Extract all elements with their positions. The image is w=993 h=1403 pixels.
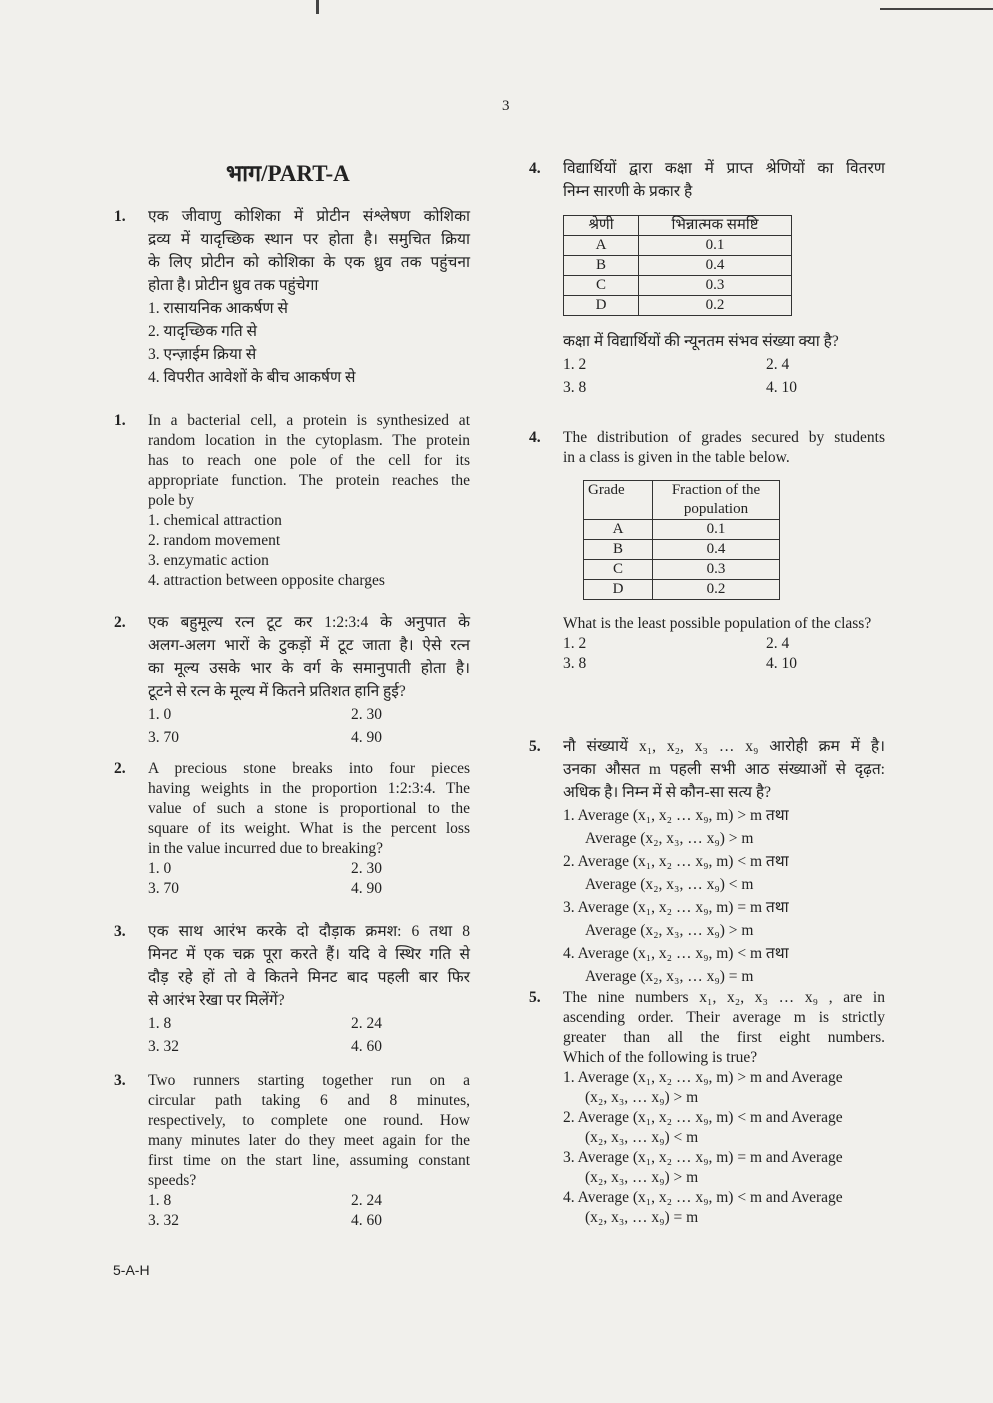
question-number: 4. (529, 160, 541, 177)
question-2-hi (114, 611, 470, 749)
question-4-hi (529, 157, 885, 399)
question-number: 2. (114, 614, 126, 631)
question-text-line: pole by (148, 492, 195, 509)
question-text-line: in the value incurred due to breaking? (148, 840, 383, 857)
question-4-en (529, 428, 885, 674)
answer-option[interactable]: 2. 30 (351, 860, 382, 877)
question-text-line: greater than all the first eight numbers. (563, 1029, 885, 1046)
option-line: 1. Average (x₁, x₂ … x₉, m) > m and Average (563, 1069, 843, 1086)
table-header: Fraction of the population (653, 481, 780, 520)
option-line: 3. Average (x₁, x₂ … x₉, m) = m and Average (563, 1149, 843, 1166)
options (148, 1191, 470, 1231)
option-line: (x₂, x₃, … x₉) = m (585, 1209, 699, 1226)
question-1-en (114, 411, 470, 591)
answer-option[interactable]: 1. 2 (563, 356, 587, 373)
table-cell: 0.1 (639, 236, 792, 256)
question-number: 1. (114, 412, 126, 429)
scan-mark (316, 0, 319, 14)
table-cell: 0.4 (639, 256, 792, 276)
question-text-line: एक बहुमूल्य रत्न टूट कर 1:2:3:4 के अनुपात के (148, 614, 470, 631)
answer-option[interactable]: 1. 0 (148, 860, 172, 877)
table-cell: 0.3 (639, 276, 792, 296)
options (148, 297, 470, 389)
answer-option[interactable] (563, 1068, 885, 1108)
page-number: 3 (502, 98, 510, 114)
question-text-line: in a class is given in the table below. (563, 449, 790, 466)
question-text-line: उनका औसत m पहली सभी आठ संख्याओं से दृढ़त: (563, 761, 885, 778)
answer-option[interactable]: 1. chemical attraction (148, 512, 282, 529)
options (148, 703, 470, 749)
question-text-line: होता है। प्रोटीन ध्रुव तक पहुंचेगा (148, 277, 319, 294)
table-cell: 0.2 (639, 296, 792, 316)
table-row (584, 520, 780, 540)
table-cell: B (584, 540, 653, 560)
table-row (564, 276, 792, 296)
answer-option[interactable] (563, 850, 885, 896)
question-text-line: Which of the following is true? (563, 1049, 758, 1066)
table-row (584, 580, 780, 600)
table-header: भिन्नात्मक समष्टि (639, 216, 792, 236)
question-text-line: speeds? (148, 1172, 197, 1189)
table-cell: A (564, 236, 639, 256)
question-text-line: से आरंभ रेखा पर मिलेंगें? (148, 992, 285, 1009)
question-text-line: first time on the start line, assuming constant (148, 1152, 470, 1169)
answer-option[interactable] (563, 1148, 885, 1188)
option-line: 2. Average (x₁, x₂ … x₉, m) < m and Average (563, 1109, 843, 1126)
part-title: भाग/PART-A (226, 161, 350, 186)
answer-option[interactable]: 2. यादृच्छिक गति से (148, 323, 258, 340)
question-text-line: अलग-अलग भारों के टुकड़ों में टूट जाता है। ऐसे रत्न (148, 637, 470, 654)
table-cell: 0.3 (653, 560, 780, 580)
question-text-line: के लिए प्रोटीन को कोशिका के एक ध्रुव तक पहुंचना (148, 254, 470, 271)
answer-option[interactable]: 4. 60 (351, 1212, 382, 1229)
answer-option[interactable]: 1. 0 (148, 706, 172, 723)
grade-table (563, 215, 792, 316)
question-text-line: दौड़ रहे हों तो वे कितने मिनट बाद पहली बार फिर (148, 969, 470, 986)
answer-option[interactable]: 4. 90 (351, 880, 382, 897)
table-row (584, 540, 780, 560)
option-line: (x₂, x₃, … x₉) > m (585, 1169, 699, 1186)
option-line: Average (x₂, x₃, … x₉) > m (585, 922, 754, 939)
question-text-line: एक जीवाणु कोशिका में प्रोटीन संश्लेषण कोशिका (148, 208, 470, 225)
answer-option[interactable]: 3. 70 (148, 880, 179, 897)
table-header: Grade (584, 481, 653, 520)
question-number: 1. (114, 208, 126, 225)
question-prompt: What is the least possible population of the class? (563, 615, 872, 632)
answer-option[interactable]: 4. 60 (351, 1038, 382, 1055)
answer-option[interactable]: 2. 30 (351, 706, 382, 723)
table-row (564, 296, 792, 316)
question-text-line: circular path taking 6 and 8 minutes, (148, 1092, 470, 1109)
answer-option[interactable]: 1. 2 (563, 635, 587, 652)
question-text-line: द्रव्य में यादृच्छिक स्थान पर होता है। समुचित क्रिया (148, 231, 470, 248)
answer-option[interactable]: 4. विपरीत आवेशों के बीच आकर्षण से (148, 369, 356, 386)
answer-option[interactable] (563, 942, 885, 988)
option-line: (x₂, x₃, … x₉) < m (585, 1129, 699, 1146)
table-row (584, 560, 780, 580)
options (148, 511, 470, 591)
question-text-line: का मूल्य उसके भार के वर्ग के समानुपाती होता है। (148, 660, 470, 677)
options (563, 804, 885, 988)
table-cell: 0.4 (653, 540, 780, 560)
options (563, 1068, 885, 1228)
question-text-line: random location in the cytoplasm. The protein (148, 432, 470, 449)
question-1-hi (114, 205, 470, 389)
question-text-line: value of such a stone is proportional to the (148, 800, 470, 817)
question-text-line: square of its weight. What is the percent loss (148, 820, 470, 837)
options (563, 353, 885, 399)
question-prompt: कक्षा में विद्यार्थियों की न्यूनतम संभव संख्या क्या है? (563, 333, 839, 350)
answer-option[interactable]: 2. 4 (766, 356, 790, 373)
answer-option[interactable]: 1. 8 (148, 1015, 172, 1032)
question-text-line: नौ संख्यायें x₁, x₂, x₃ … x₉ आरोही क्रम में है। (563, 738, 885, 755)
answer-option[interactable] (563, 1108, 885, 1148)
option-line: 4. Average (x₁, x₂ … x₉, m) < m तथा (563, 945, 789, 962)
question-text-line: विद्यार्थियों द्वारा कक्षा में प्राप्त श्रेणियों का वितरण (563, 160, 885, 177)
question-text-line: many minutes later do they meet again for the (148, 1132, 470, 1149)
answer-option[interactable]: 1. रासायनिक आकर्षण से (148, 300, 288, 317)
question-text-line: In a bacterial cell, a protein is synthesized at (148, 412, 470, 429)
question-text-line: टूटने से रत्न के मूल्य में कितने प्रतिशत हानि हुई? (148, 683, 406, 700)
answer-option[interactable]: 1. 8 (148, 1192, 172, 1209)
table-cell: C (564, 276, 639, 296)
answer-option[interactable]: 4. attraction between opposite charges (148, 572, 385, 589)
table-cell: C (584, 560, 653, 580)
options (148, 859, 470, 899)
question-text-line: respectively, to complete one round. How (148, 1112, 470, 1129)
question-text-line: ascending order. Their average m is strictly (563, 1009, 885, 1026)
options (563, 634, 885, 674)
table-row (564, 256, 792, 276)
answer-option[interactable] (563, 1188, 885, 1228)
answer-option[interactable]: 4. 10 (766, 655, 797, 672)
answer-option[interactable] (563, 896, 885, 942)
question-2-en (114, 759, 470, 899)
question-3-hi (114, 920, 470, 1058)
table-cell: 0.2 (653, 580, 780, 600)
question-text-line: एक साथ आरंभ करके दो दौड़ाक क्रमश: 6 तथा 8 (148, 923, 470, 940)
table-cell: D (564, 296, 639, 316)
question-number: 3. (114, 1072, 126, 1089)
answer-option[interactable]: 3. 8 (563, 655, 587, 672)
question-text-line: मिनट में एक चक्र पूरा करते हैं। यदि वे स्थिर गति से (148, 946, 470, 963)
question-3-en (114, 1071, 470, 1231)
answer-option[interactable]: 2. 24 (351, 1015, 382, 1032)
option-line: Average (x₂, x₃, … x₉) < m (585, 876, 754, 893)
question-text-line: The distribution of grades secured by students (563, 429, 885, 446)
question-text-line: अधिक है। निम्न में से कौन-सा सत्य है? (563, 784, 771, 801)
table-cell: 0.1 (653, 520, 780, 540)
question-5-hi (529, 735, 885, 988)
option-line: 3. Average (x₁, x₂ … x₉, m) = m तथा (563, 899, 789, 916)
question-text-line: निम्न सारणी के प्रकार है (563, 183, 693, 200)
table-header: श्रेणी (564, 216, 639, 236)
question-text-line: appropriate function. The protein reaches the (148, 472, 470, 489)
question-text-line: having weights in the proportion 1:2:3:4. The (148, 780, 470, 797)
table-row (564, 236, 792, 256)
option-line: 1. Average (x₁, x₂ … x₉, m) > m तथा (563, 807, 789, 824)
question-text-line: Two runners starting together run on a (148, 1072, 470, 1089)
answer-option[interactable]: 3. 70 (148, 729, 179, 746)
answer-option[interactable]: 2. 4 (766, 635, 790, 652)
question-text-line: A precious stone breaks into four pieces (148, 760, 470, 777)
table-cell: A (584, 520, 653, 540)
answer-option[interactable]: 3. एन्ज़ाईम क्रिया से (148, 346, 257, 363)
question-number: 2. (114, 760, 126, 777)
answer-option[interactable]: 3. 8 (563, 379, 587, 396)
answer-option[interactable]: 3. 32 (148, 1212, 179, 1229)
question-text-line: The nine numbers x₁, x₂, x₃ … x₉ , are in (563, 989, 885, 1006)
answer-option[interactable] (563, 804, 885, 850)
grade-table (583, 480, 780, 600)
scan-mark (880, 8, 993, 10)
answer-option[interactable]: 3. 32 (148, 1038, 179, 1055)
option-line: 2. Average (x₁, x₂ … x₉, m) < m तथा (563, 853, 789, 870)
options (148, 1012, 470, 1058)
option-line: 4. Average (x₁, x₂ … x₉, m) < m and Average (563, 1189, 843, 1206)
answer-option[interactable]: 4. 90 (351, 729, 382, 746)
answer-option[interactable]: 4. 10 (766, 379, 797, 396)
table-cell: B (564, 256, 639, 276)
option-line: (x₂, x₃, … x₉) > m (585, 1089, 699, 1106)
answer-option[interactable]: 2. random movement (148, 532, 281, 549)
question-number: 5. (529, 738, 541, 755)
table-cell: D (584, 580, 653, 600)
question-5-en (529, 988, 885, 1228)
question-number: 5. (529, 989, 541, 1006)
question-text-line: has to reach one pole of the cell for its (148, 452, 470, 469)
answer-option[interactable]: 3. enzymatic action (148, 552, 269, 569)
question-number: 3. (114, 923, 126, 940)
answer-option[interactable]: 2. 24 (351, 1192, 382, 1209)
option-line: Average (x₂, x₃, … x₉) = m (585, 968, 754, 985)
option-line: Average (x₂, x₃, … x₉) > m (585, 830, 754, 847)
footer-code: 5-A-H (113, 1262, 150, 1278)
question-number: 4. (529, 429, 541, 446)
